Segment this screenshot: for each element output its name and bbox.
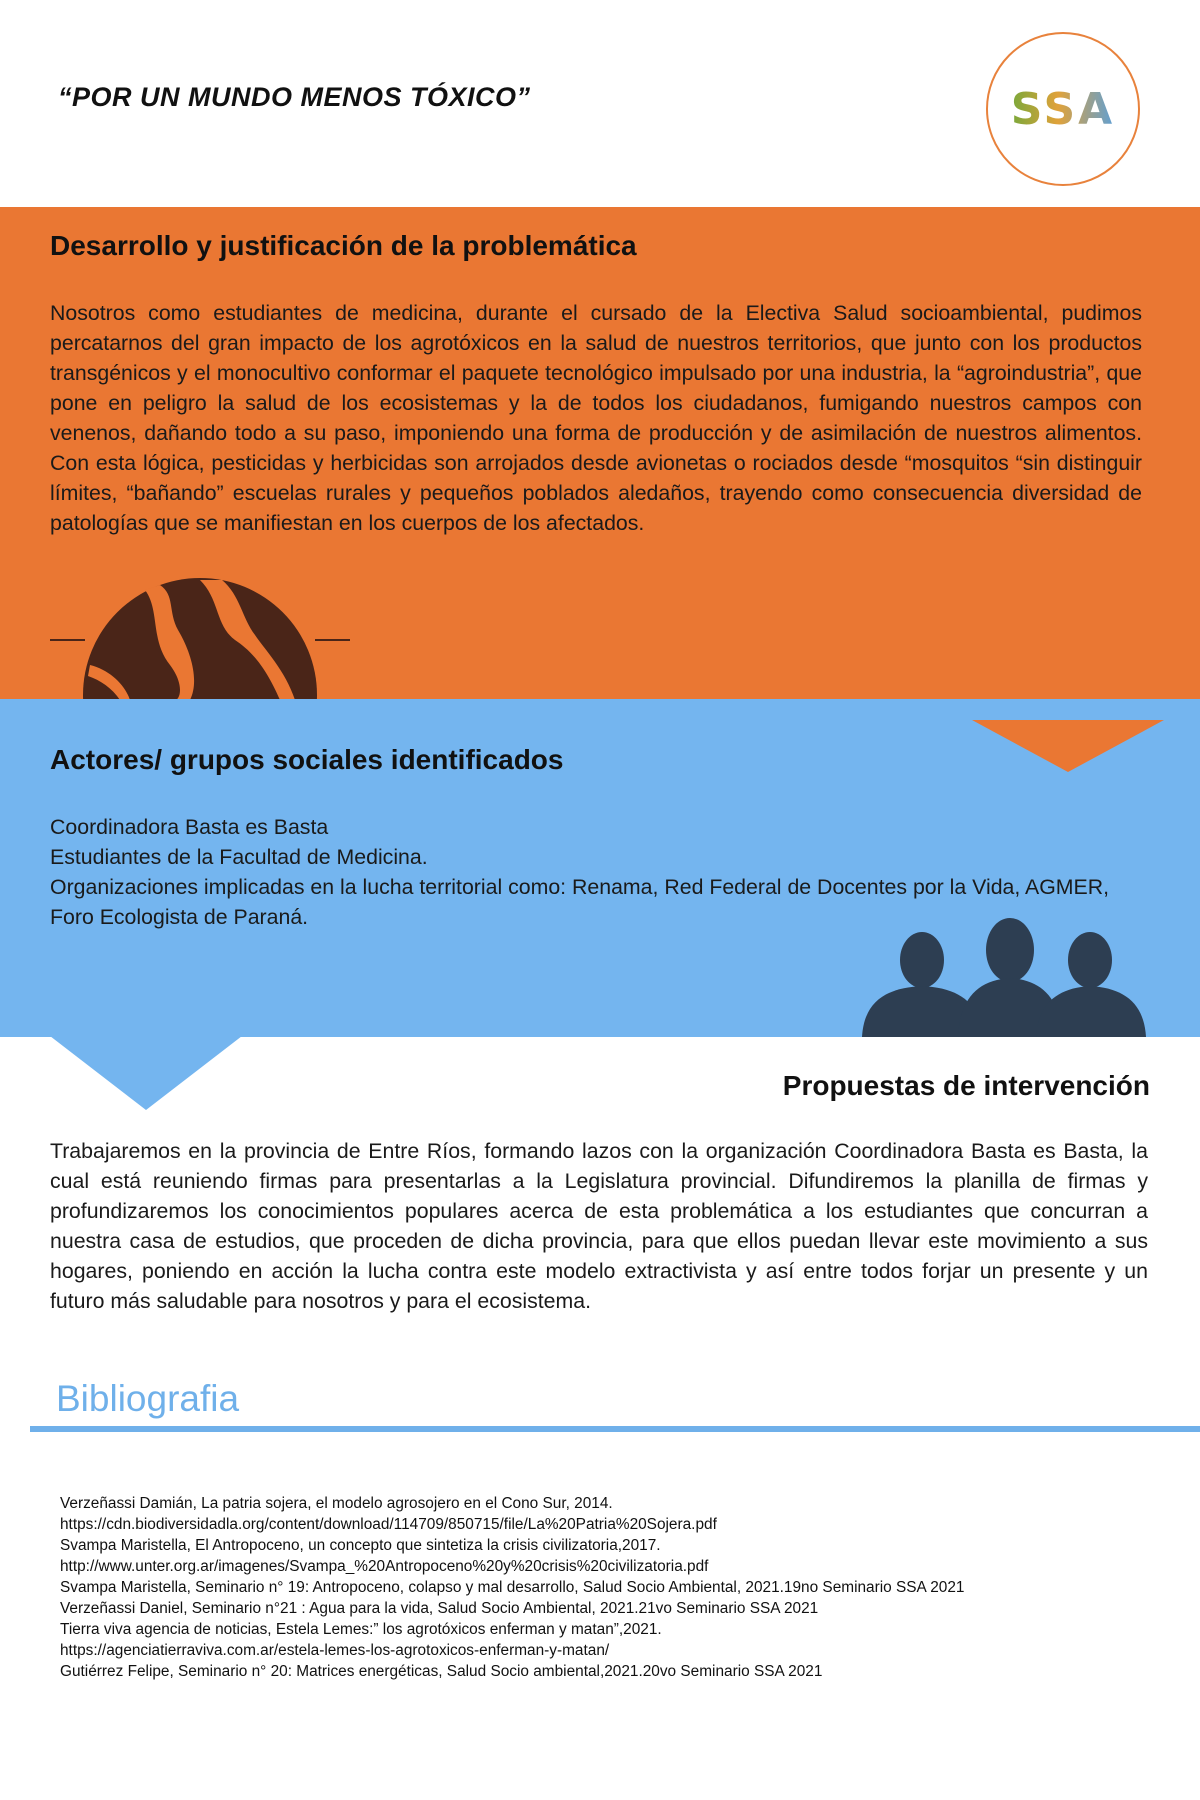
bibliography-divider bbox=[30, 1426, 1200, 1432]
problem-section-title: Desarrollo y justificación de la problemática bbox=[50, 230, 637, 261]
actor-item: Estudiantes de la Facultad de Medicina. bbox=[50, 845, 428, 869]
actor-item: Coordinadora Basta es Basta bbox=[50, 815, 329, 839]
reference-link[interactable]: http://www.unter.org.ar/imagenes/Svampa_%20Antropoceno%20y%20crisis%20civilizatoria.pdf bbox=[60, 1558, 709, 1575]
reference-item: Gutiérrez Felipe, Seminario n° 20: Matrices energéticas, Salud Socio ambiental,2021.20vo Seminario SSA 2021 bbox=[60, 1663, 823, 1680]
page-motto: “POR UN MUNDO MENOS TÓXICO” bbox=[58, 82, 531, 112]
bibliography-list bbox=[60, 1493, 1120, 1682]
reference-link[interactable]: https://agenciatierraviva.com.ar/estela-lemes-los-agrotoxicos-enferman-y-matan/ bbox=[60, 1642, 610, 1659]
problem-section-body: Nosotros como estudiantes de medicina, durante el cursado de la Electiva Salud socioambiental, pudimos percatarnos del gran impacto de los agrotóxicos en la salud de nuestros territorios, que junto con los productos transgénicos y el monocultivo conformar el paquete tecnológico impulsado por una industria, la “agroindustria”, que pone en peligro la salud de los ecosistemas y la de todos los ciudadanos, fumigando nuestros campos con venenos, dañando todo a su paso, imponiendo una forma de producción y de asimilación de nuestros alimentos. Con esta lógica, pesticidas y herbicidas son arrojados desde avionetas o rociados desde “mosquitos “sin distinguir límites, “bañando” escuelas rurales y pequeños poblados aledaños, trayendo como consecuencia diversidad de patologías que se manifiestan en los cuerpos de los afectados. bbox=[50, 301, 1142, 535]
reference-item: Verzeñassi Damián, La patria sojera, el modelo agrosojero en el Cono Sur, 2014. bbox=[60, 1495, 613, 1512]
proposals-section-body: Trabajaremos en la provincia de Entre Ríos, formando lazos con la organización Coordinadora Basta es Basta, la cual está reuniendo firmas para presentarlas a la Legislatura provincial. Difundiremos la planilla de firmas y profundizaremos los conocimientos populares acerca de esta problemática a los estudiantes que concurran a nuestra casa de estudios, que proceden de dicha provincia, para que ellos puedan llevar este movimiento a sus hogares, poniendo en acción la lucha contra este modelo extractivista y así entre todos forjar un presente y un futuro más saludable para nosotros y para el ecosistema. bbox=[50, 1139, 1148, 1313]
globe-icon bbox=[50, 570, 350, 700]
actors-list bbox=[50, 812, 1142, 932]
reference-item: Tierra viva agencia de noticias, Estela Lemes:” los agrotóxicos enferman y matan”,2021. bbox=[60, 1621, 662, 1638]
reference-link[interactable]: https://cdn.biodiversidadla.org/content/download/114709/850715/file/La%20Patria%20Sojera.pdf bbox=[60, 1516, 717, 1533]
reference-item: Svampa Maristella, El Antropoceno, un concepto que sintetiza la crisis civilizatoria,2017. bbox=[60, 1537, 661, 1554]
ssa-logo bbox=[986, 32, 1140, 186]
reference-item: Svampa Maristella, Seminario n° 19: Antropoceno, colapso y mal desarrollo, Salud Socio Ambiental, 2021.19no Seminario SSA 2021 bbox=[60, 1579, 965, 1596]
actors-section-title: Actores/ grupos sociales identificados bbox=[50, 744, 564, 775]
actor-item: Organizaciones implicadas en la lucha territorial como: Renama, Red Federal de Docentes por la Vida, AGMER, Foro Ecologista de Paraná. bbox=[50, 875, 1110, 929]
arrow-down-orange-icon bbox=[972, 720, 1164, 772]
reference-item: Verzeñassi Daniel, Seminario n°21 : Agua para la vida, Salud Socio Ambiental, 2021.21vo Seminario SSA 2021 bbox=[60, 1600, 819, 1617]
arrow-down-blue-icon bbox=[50, 1002, 242, 1110]
bibliography-title: Bibliografia bbox=[56, 1378, 240, 1419]
people-silhouette-icon bbox=[862, 918, 1150, 1037]
proposals-section-title: Propuestas de intervención bbox=[782, 1070, 1150, 1101]
logo-text: SSA bbox=[1010, 83, 1116, 135]
